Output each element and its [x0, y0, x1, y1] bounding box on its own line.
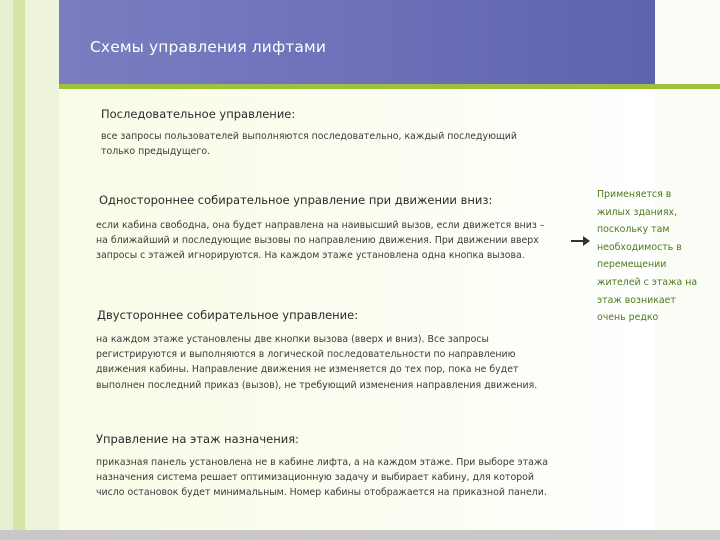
- left-decor-stripe: [13, 0, 25, 540]
- text-line: на каждом этаже установлены две кнопки вызова (вверх и вниз). Все запросы: [96, 334, 489, 345]
- section-text-two-way: [96, 332, 537, 393]
- heading-text: Одностороннее собирательное управление: [99, 193, 366, 207]
- text-line: на ближайший и последующие вызовы по направлению движения. При движении вверх: [96, 235, 539, 247]
- section-heading-one-way: [99, 193, 492, 207]
- heading-text: Последовательное управление:: [101, 107, 296, 121]
- section-text-destination: [96, 455, 548, 501]
- side-note: [597, 186, 717, 327]
- note-line: Применяется в: [597, 189, 672, 200]
- section-heading-destination: [96, 432, 299, 446]
- text-line: регистрируются и выполняются в логической последовательности по направлению: [96, 349, 516, 361]
- section-text-one-way: [96, 218, 545, 264]
- note-line: очень редко: [597, 312, 659, 324]
- left-decor-stripe: [0, 0, 13, 540]
- text-line: выполнен последний приказ (вызов), не требующий изменения направления движения.: [96, 379, 538, 391]
- note-line: перемещении: [597, 259, 667, 271]
- note-line: необходимость в: [597, 241, 682, 253]
- text-line: запросы с этажей игнорируются. На каждом этаже установлена одна кнопка вызова.: [96, 250, 525, 262]
- text-line: движения кабины. Направление движения не изменяется до тех пор, пока не будет: [96, 364, 519, 376]
- text-line: число остановок будет минимальным. Номер кабины отображается на приказной панели.: [96, 487, 547, 499]
- left-decor-stripe: [25, 0, 59, 540]
- text-line: назначения система решает оптимизационную задачу и выбирает кабину, для которой: [96, 472, 534, 484]
- note-line: жилых зданиях,: [597, 206, 678, 218]
- section-heading-two-way: [97, 308, 358, 322]
- heading-suffix: при движении вниз:: [365, 193, 493, 207]
- text-line: приказная панель установлена не в кабине лифта, а на каждом этаже. При выборе этажа: [96, 457, 549, 468]
- heading-text: Управление на этаж назначения:: [96, 432, 299, 446]
- note-line: поскольку там: [597, 224, 670, 236]
- heading-text: Двустороннее собирательное управление:: [97, 308, 359, 322]
- text-line: только предыдущего.: [101, 146, 211, 158]
- arrow-head-icon: [583, 236, 590, 246]
- text-line: все запросы пользователей выполняются последовательно, каждый последующий: [101, 131, 517, 142]
- section-text-sequential: [101, 129, 517, 159]
- title-bar: [59, 0, 655, 84]
- text-line: если кабина свободна, она будет направлена на наивысший вызов, если движется вниз –: [96, 220, 545, 231]
- note-line: жителей с этажа на: [597, 276, 698, 288]
- slide-title: Схемы управления лифтами: [90, 38, 326, 56]
- bottom-bar: [0, 530, 720, 540]
- section-heading-sequential: [101, 107, 295, 121]
- note-line: этаж возникает: [597, 294, 676, 306]
